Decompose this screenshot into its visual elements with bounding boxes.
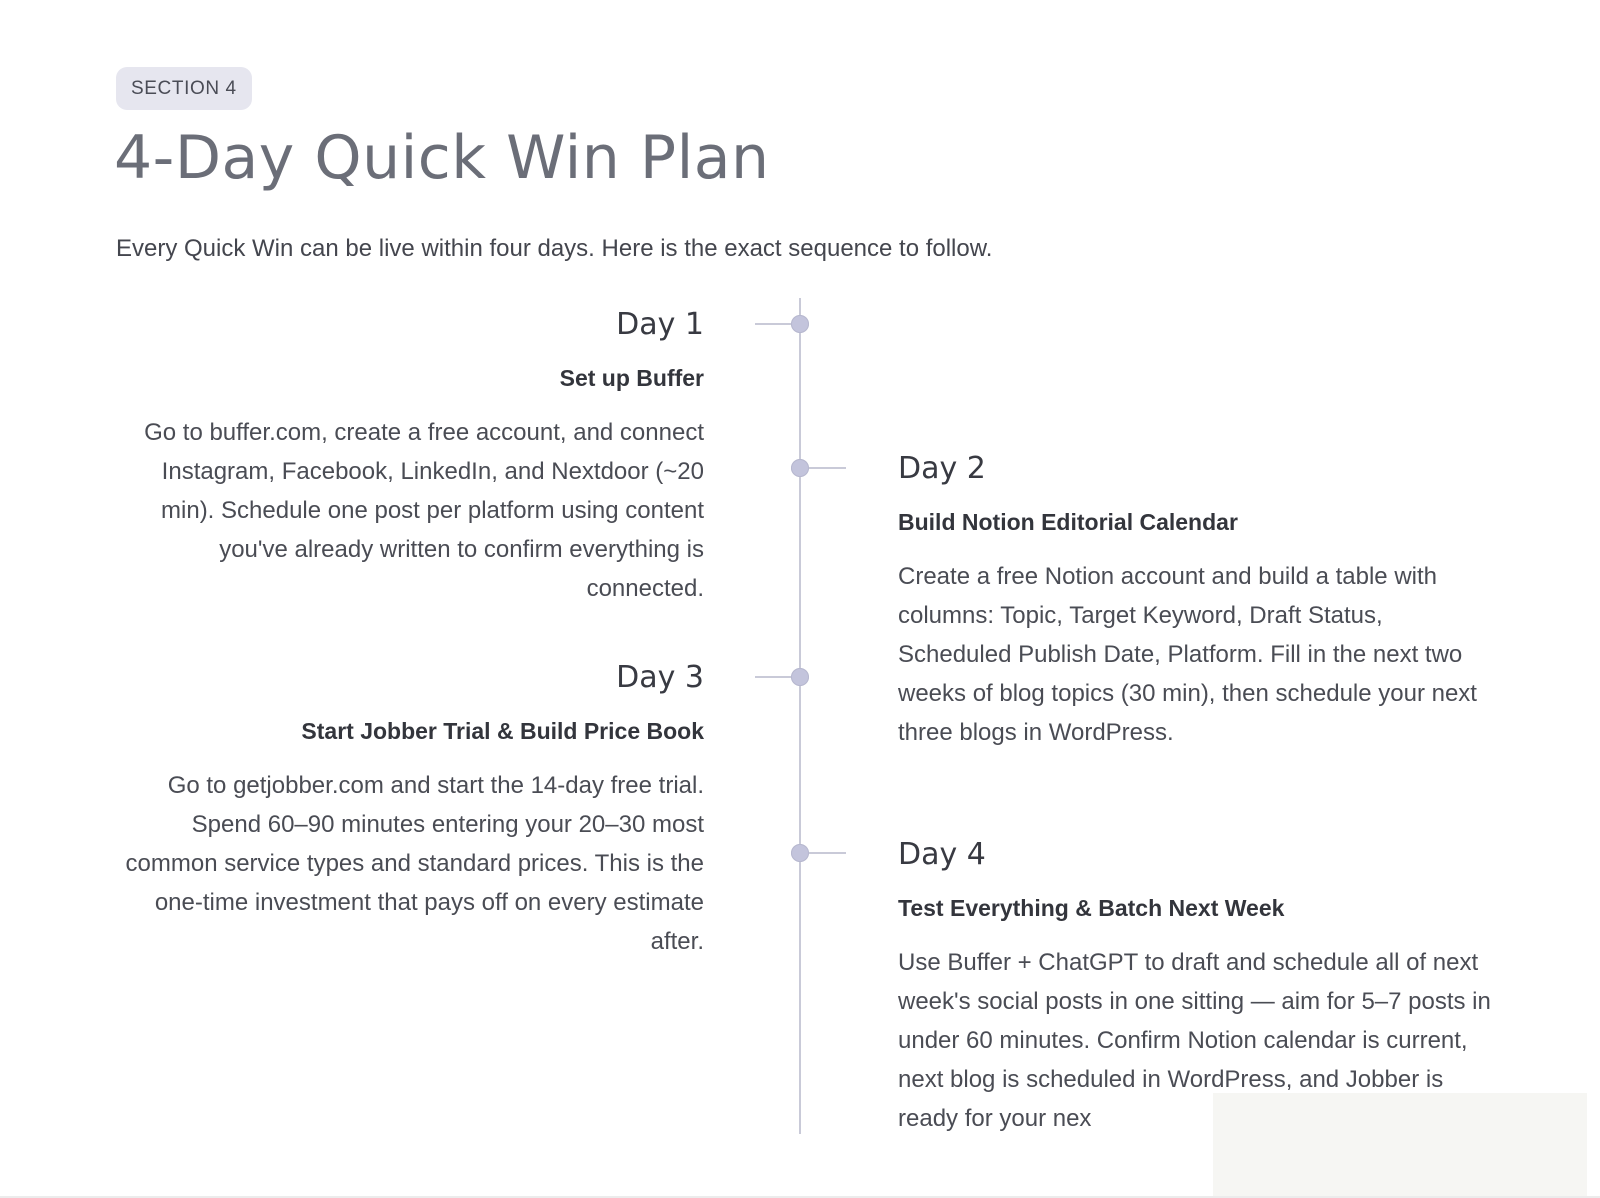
day-label: Day 2	[898, 451, 986, 486]
timeline-entry-day-3	[116, 658, 704, 961]
task-description: Create a free Notion account and build a table with columns: Topic, Target Keyword, Draft Status, Scheduled Publish Date, Platform. Fill in the next two weeks of blog topics (30 min), then schedule your next three blogs in WordPress.	[898, 563, 1477, 746]
task-title: Start Jobber Trial & Build Price Book	[301, 718, 704, 744]
timeline-entry-day-1	[116, 305, 704, 608]
timeline-dot	[791, 844, 809, 862]
task-title: Test Everything & Batch Next Week	[898, 895, 1285, 921]
timeline-entry-day-2	[898, 449, 1498, 752]
task-description: Go to buffer.com, create a free account, and connect Instagram, Facebook, LinkedIn, and Nextdoor (~20 min). Schedule one post per platform using content you've already written to confirm everything is connected.	[144, 419, 704, 602]
intro-text: Every Quick Win can be live within four days. Here is the exact sequence to follow.	[116, 235, 993, 262]
day-label: Day 1	[616, 307, 704, 342]
day-label: Day 3	[616, 660, 704, 695]
page-title: 4-Day Quick Win Plan	[114, 123, 770, 193]
task-title: Set up Buffer	[559, 365, 704, 391]
task-description: Use Buffer + ChatGPT to draft and schedule all of next week's social posts in one sitting — aim for 5–7 posts in under 60 minutes. Confirm Notion calendar is current, next blog is scheduled in WordPress, and Jobber is ready for your nex	[898, 949, 1491, 1132]
timeline-dot	[791, 315, 809, 333]
timeline-line	[799, 298, 801, 1134]
task-title: Build Notion Editorial Calendar	[898, 509, 1238, 535]
day-label: Day 4	[898, 837, 986, 872]
section-badge: SECTION 4	[116, 67, 252, 110]
timeline-dot	[791, 668, 809, 686]
task-description: Go to getjobber.com and start the 14-day free trial. Spend 60–90 minutes entering your 20–30 most common service types and standard prices. This is the one-time investment that pays off on every estimate after.	[125, 772, 704, 955]
timeline-dot	[791, 459, 809, 477]
corner-overlay-block	[1213, 1093, 1587, 1198]
